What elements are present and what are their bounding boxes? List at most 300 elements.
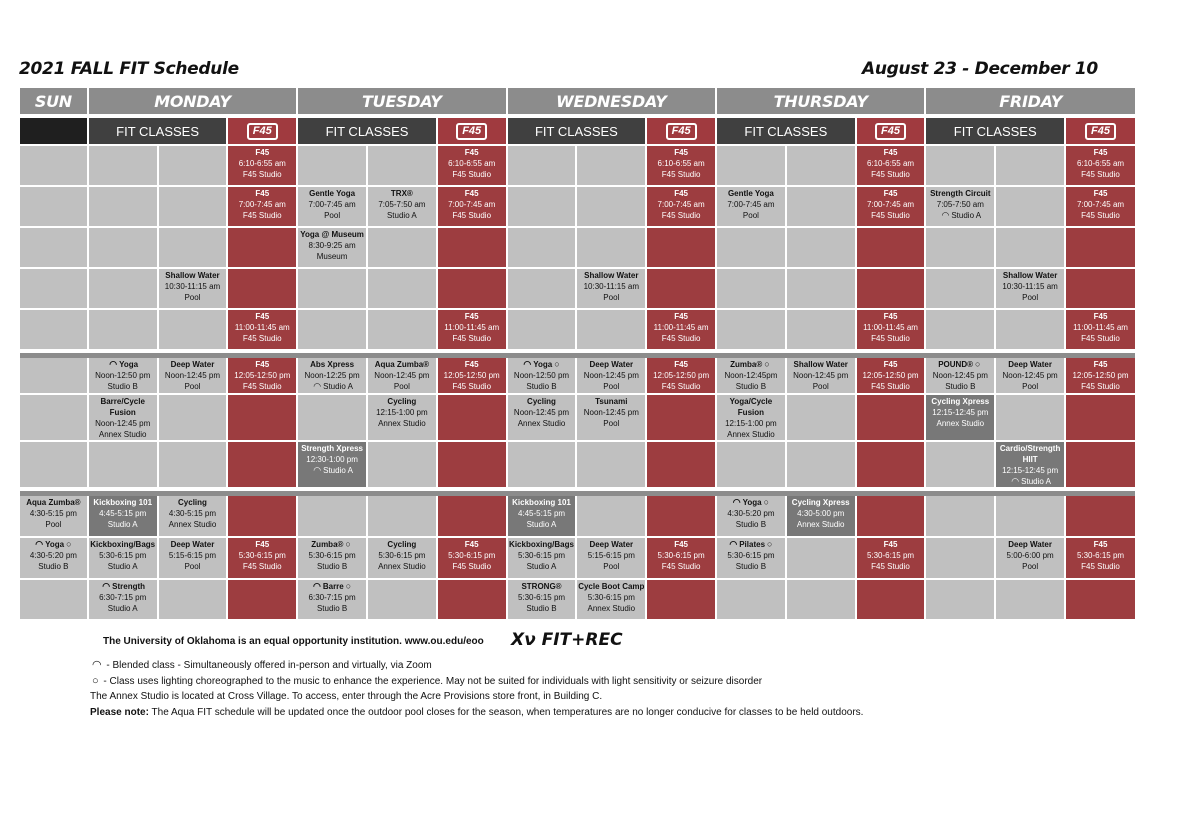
class-time: 12:15-1:00 pm [725, 419, 777, 428]
class-location: Studio B [735, 562, 767, 571]
class-time: 4:30-5:15 pm [29, 509, 77, 518]
class-cell [89, 580, 157, 619]
class-location: Annex Studio [517, 419, 566, 428]
empty-f45-cell [647, 228, 715, 267]
empty-cell [368, 269, 436, 308]
empty-cell [926, 146, 994, 185]
class-time: 12:05-12:50 pm [653, 371, 710, 380]
empty-cell [926, 269, 994, 308]
class-cell [89, 538, 157, 578]
empty-f45-cell [1066, 496, 1135, 536]
class-cell [89, 395, 157, 440]
class-location: F45 Studio [661, 562, 701, 571]
class-name: Abs Xpress [310, 360, 355, 369]
empty-f45-cell [228, 228, 296, 267]
class-name: Gentle Yoga [727, 189, 774, 198]
class-name: Strength Circuit [930, 189, 991, 198]
class-name: TRX® [390, 189, 413, 198]
class-name: Cardio/Strength HIIT [999, 444, 1061, 464]
empty-cell [787, 580, 855, 619]
f45-logo: F45 [875, 123, 906, 140]
class-location: F45 Studio [242, 334, 282, 343]
class-location: Annex Studio [796, 520, 845, 529]
class-cell [717, 187, 785, 226]
class-cell [577, 580, 645, 619]
empty-cell [20, 310, 87, 349]
class-cell [438, 146, 506, 185]
class-location: Pool [393, 382, 410, 391]
class-location: Studio B [107, 382, 138, 391]
empty-cell [20, 187, 87, 226]
class-location: Studio B [316, 604, 348, 613]
schedule-row [20, 580, 1135, 619]
class-location: Studio A [386, 211, 417, 220]
schedule-row [20, 146, 1135, 185]
class-time: Noon-12:45 pm [932, 371, 988, 380]
empty-f45-cell [857, 228, 925, 267]
empty-cell [717, 146, 785, 185]
empty-cell [508, 146, 576, 185]
empty-f45-cell [438, 228, 506, 267]
class-time: Noon-12:45 pm [513, 408, 570, 417]
class-location: Pool [812, 382, 829, 391]
class-cell [717, 358, 785, 393]
empty-cell [787, 269, 855, 308]
class-location: F45 Studio [1081, 562, 1120, 571]
empty-f45-cell [1066, 228, 1135, 267]
class-name: Cycle Boot Camp [578, 582, 645, 591]
class-location: Pool [1022, 293, 1039, 302]
empty-f45-cell [647, 496, 715, 536]
class-name: F45 [464, 360, 479, 369]
empty-f45-cell [647, 442, 715, 487]
class-location: Annex Studio [727, 430, 775, 439]
class-cell [647, 358, 715, 393]
class-time: 6:30-7:15 pm [308, 593, 356, 602]
class-time: 7:00-7:45 am [657, 200, 705, 209]
class-name: Barre/Cycle Fusion [100, 397, 145, 417]
empty-f45-cell [438, 496, 506, 536]
class-name: Kickboxing 101 [512, 498, 571, 507]
wifi-icon: ◠ [1011, 476, 1020, 486]
class-name: Shallow Water [165, 271, 220, 280]
bulb-icon: ○ [345, 539, 351, 549]
thursday-fit-classes-header: FIT CLASSES [717, 118, 855, 144]
class-location: F45 Studio [661, 211, 701, 220]
empty-cell [298, 310, 366, 349]
empty-cell [577, 187, 645, 226]
class-name: Cycling [178, 498, 207, 507]
empty-cell [717, 228, 785, 267]
class-name: F45 [464, 312, 479, 321]
empty-f45-cell [438, 580, 506, 619]
class-time: 7:00-7:45 am [1076, 200, 1125, 209]
class-time: 7:05-7:50 am [378, 200, 426, 209]
day-tuesday: TUESDAY [298, 88, 505, 114]
class-name: Shallow Water [584, 271, 639, 280]
class-time: 6:30-7:15 pm [99, 593, 147, 602]
class-time: 7:05-7:50 am [936, 200, 984, 209]
class-location: F45 Studio [452, 334, 492, 343]
wifi-icon: ◠ [729, 539, 738, 549]
class-time: 6:10-6:55 am [1076, 159, 1125, 168]
class-location: F45 Studio [871, 211, 910, 220]
empty-f45-cell [438, 269, 506, 308]
empty-cell [89, 146, 157, 185]
class-location: Studio B [735, 382, 767, 391]
class-cell [508, 496, 576, 536]
thursday-f45-header [857, 118, 925, 144]
class-location: F45 Studio [452, 211, 492, 220]
bulb-icon: ○ [763, 497, 770, 507]
f45-logo: F45 [247, 123, 278, 140]
class-cell [647, 187, 715, 226]
class-name: STRONG® [521, 582, 562, 591]
empty-cell [926, 228, 994, 267]
class-location: Studio B [526, 604, 557, 613]
class-location: ◠ Studio A [941, 210, 982, 220]
class-name: F45 [1093, 189, 1108, 198]
wifi-icon: ◠ [92, 659, 102, 671]
schedule-row [20, 187, 1135, 226]
note-annex: The Annex Studio is located at Cross Village. To access, enter through the Acre Provisions store front, in Building C. [90, 691, 603, 702]
empty-f45-cell [228, 269, 296, 308]
empty-f45-cell [1066, 395, 1135, 440]
class-location: Studio A [107, 562, 138, 571]
class-cell [89, 358, 157, 393]
class-cell [508, 580, 576, 619]
class-time: 12:05-12:50 pm [443, 371, 500, 380]
friday-fit-classes-header: FIT CLASSES [926, 118, 1064, 144]
class-location: F45 Studio [242, 562, 282, 571]
class-time: 12:30-1:00 pm [306, 455, 358, 464]
class-time: Noon-12:45 pm [374, 371, 430, 380]
empty-cell [996, 228, 1064, 267]
empty-f45-cell [647, 269, 715, 308]
class-location: Studio B [945, 382, 976, 391]
class-location: Pool [1022, 382, 1039, 391]
class-name: F45 [1093, 312, 1108, 321]
class-time: Noon-12:45 pm [1002, 371, 1058, 380]
day-sun: SUN [20, 88, 87, 114]
tuesday-fit-classes-header: FIT CLASSES [298, 118, 436, 144]
class-time: 5:15-6:15 pm [587, 551, 635, 560]
class-time: Noon-12:45 pm [793, 371, 849, 380]
empty-cell [926, 538, 994, 578]
class-cell [647, 538, 715, 578]
class-time: 5:30-6:15 pm [448, 551, 496, 560]
empty-f45-cell [857, 496, 925, 536]
class-location: F45 Studio [871, 170, 910, 179]
class-location: ◠ Studio A [313, 465, 353, 475]
monday-fit-classes-header: FIT CLASSES [89, 118, 227, 144]
class-name: F45 [883, 189, 898, 198]
empty-f45-cell [857, 269, 925, 308]
class-name: ◠ Strength [102, 581, 146, 591]
class-name: Kickboxing/Bags [90, 540, 156, 549]
empty-cell [996, 580, 1064, 619]
class-time: 10:30-11:15 am [1002, 282, 1058, 291]
class-cell [577, 269, 645, 308]
empty-cell [508, 310, 576, 349]
class-cell [368, 538, 436, 578]
class-cell [159, 269, 227, 308]
empty-cell [159, 187, 227, 226]
class-cell [926, 358, 994, 393]
class-time: 5:30-6:15 pm [99, 551, 147, 560]
class-location: Studio B [38, 562, 69, 571]
class-name: F45 [883, 540, 898, 549]
empty-cell [20, 395, 87, 440]
class-name: Deep Water [589, 360, 634, 369]
class-name: F45 [1093, 540, 1108, 549]
empty-cell [20, 228, 87, 267]
class-cell [996, 358, 1064, 393]
class-cell [228, 538, 296, 578]
class-name: Shallow Water [1002, 271, 1058, 280]
empty-cell [368, 496, 436, 536]
schedule-row [20, 395, 1135, 440]
class-location: Studio A [526, 520, 557, 529]
empty-cell [577, 442, 645, 487]
class-time: Noon-12:45 pm [164, 371, 221, 380]
class-name: F45 [883, 312, 898, 321]
tuesday-f45-header [438, 118, 506, 144]
class-name: Cycling Xpress [931, 397, 990, 406]
class-name: F45 [255, 148, 270, 157]
empty-f45-cell [857, 580, 925, 619]
class-cell [647, 146, 715, 185]
empty-cell [787, 187, 855, 226]
empty-f45-cell [647, 580, 715, 619]
class-cell [368, 187, 436, 226]
class-time: Noon-12:50 pm [95, 371, 151, 380]
class-cell [438, 310, 506, 349]
class-location: Pool [324, 211, 341, 220]
empty-cell [368, 442, 436, 487]
class-name: ◠ Barre ○ [312, 581, 352, 591]
wifi-icon: ◠ [313, 381, 322, 391]
class-name: Cycling Xpress [791, 498, 850, 507]
empty-cell [159, 580, 227, 619]
class-location: F45 Studio [661, 334, 701, 343]
class-name: F45 [1093, 360, 1108, 369]
empty-cell [996, 395, 1064, 440]
empty-cell [787, 228, 855, 267]
class-cell [298, 228, 366, 267]
empty-cell [159, 228, 227, 267]
class-time: 7:00-7:45 am [238, 200, 286, 209]
wifi-icon: ◠ [102, 581, 111, 591]
class-location: Pool [603, 293, 620, 302]
class-name: F45 [1093, 148, 1108, 157]
class-name: ◠ Yoga [109, 359, 139, 369]
class-cell [926, 395, 994, 440]
empty-cell [996, 146, 1064, 185]
class-location: F45 Studio [871, 382, 910, 391]
schedule-row [20, 538, 1135, 578]
wifi-icon: ◠ [941, 210, 950, 220]
class-name: F45 [674, 360, 688, 369]
empty-cell [787, 146, 855, 185]
class-cell [1066, 310, 1135, 349]
class-time: 11:00-11:45 am [234, 323, 290, 332]
footer-notes [90, 658, 863, 720]
class-location: Studio B [526, 382, 557, 391]
empty-cell [577, 146, 645, 185]
empty-cell [298, 395, 366, 440]
class-name: Kickboxing/Bags [509, 540, 574, 549]
empty-cell [89, 187, 157, 226]
empty-f45-cell [1066, 442, 1135, 487]
class-location: F45 Studio [1081, 170, 1120, 179]
class-cell [508, 538, 576, 578]
class-name: Strength Xpress [301, 444, 363, 453]
wifi-icon: ◠ [732, 497, 741, 507]
class-time: 5:00-6:00 pm [1006, 551, 1054, 560]
class-cell [857, 310, 925, 349]
wednesday-fit-classes-header: FIT CLASSES [508, 118, 646, 144]
class-location: Annex Studio [98, 430, 147, 439]
class-time: 11:00-11:45 am [653, 323, 709, 332]
class-time: 5:30-6:15 pm [238, 551, 286, 560]
empty-cell [298, 496, 366, 536]
class-location: Pool [603, 382, 620, 391]
class-location: Pool [603, 562, 620, 571]
wednesday-f45-header [647, 118, 715, 144]
class-time: 10:30-11:15 am [164, 282, 221, 291]
empty-cell [368, 228, 436, 267]
bulb-icon: ○ [975, 359, 981, 369]
class-name: F45 [255, 540, 270, 549]
class-location: F45 Studio [1081, 382, 1120, 391]
class-cell [996, 538, 1064, 578]
class-name: Zumba® ○ [730, 359, 770, 369]
empty-cell [20, 442, 87, 487]
class-cell [1066, 187, 1135, 226]
class-name: Shallow Water [793, 360, 848, 369]
empty-cell [20, 269, 87, 308]
class-location: Studio A [107, 520, 138, 529]
class-name: Deep Water [589, 540, 634, 549]
class-name: F45 [674, 189, 688, 198]
empty-f45-cell [857, 442, 925, 487]
day-friday: FRIDAY [926, 88, 1135, 114]
class-cell [1066, 146, 1135, 185]
class-cell [228, 310, 296, 349]
class-cell [159, 358, 227, 393]
class-time: 11:00-11:45 am [444, 323, 500, 332]
empty-f45-cell [228, 580, 296, 619]
empty-cell [787, 538, 855, 578]
empty-cell [996, 310, 1064, 349]
class-location: F45 Studio [242, 211, 282, 220]
class-location: F45 Studio [242, 170, 282, 179]
empty-cell [996, 187, 1064, 226]
schedule-table [18, 88, 1137, 621]
lightbulb-icon: ○ [92, 674, 99, 687]
class-location: ◠ Studio A [1011, 476, 1051, 486]
schedule-row [20, 358, 1135, 393]
class-location: F45 Studio [1081, 334, 1120, 343]
class-name: ◠ Pilates ○ [729, 539, 773, 549]
class-cell [577, 395, 645, 440]
f45-logo: F45 [1085, 123, 1116, 140]
class-name: Cycling [527, 397, 556, 406]
schedule-row [20, 269, 1135, 308]
friday-f45-header [1066, 118, 1135, 144]
class-time: 5:30-6:15 pm [517, 593, 566, 602]
class-time: 4:30-5:15 pm [168, 509, 217, 518]
class-name: F45 [883, 148, 898, 157]
class-name: Yoga @ Museum [300, 230, 364, 239]
class-cell [1066, 358, 1135, 393]
class-cell [857, 146, 925, 185]
empty-cell [508, 442, 576, 487]
class-time: 4:30-5:20 pm [29, 551, 77, 560]
class-location: F45 Studio [242, 382, 282, 391]
class-location: Annex Studio [936, 419, 985, 428]
class-time: 5:15-6:15 pm [168, 551, 217, 560]
empty-cell [577, 310, 645, 349]
class-time: 12:15-1:00 pm [376, 408, 428, 417]
class-time: 5:30-6:15 pm [308, 551, 356, 560]
empty-cell [926, 442, 994, 487]
empty-cell [926, 580, 994, 619]
schedule-row [20, 496, 1135, 536]
class-cell [228, 358, 296, 393]
class-cell [368, 395, 436, 440]
wifi-icon: ◠ [35, 539, 44, 549]
empty-cell [717, 269, 785, 308]
empty-cell [20, 146, 87, 185]
class-location: ◠ Studio A [313, 381, 353, 391]
class-cell [20, 496, 87, 536]
empty-f45-cell [228, 442, 296, 487]
class-name: Aqua Zumba® [374, 360, 430, 369]
class-cell [508, 358, 576, 393]
class-time: 5:30-6:15 pm [378, 551, 426, 560]
empty-cell [717, 310, 785, 349]
class-name: F45 [883, 360, 898, 369]
class-name: Deep Water [1008, 360, 1052, 369]
f45-logo: F45 [666, 123, 697, 140]
class-cell [298, 538, 366, 578]
empty-cell [159, 146, 227, 185]
class-location: Pool [45, 520, 62, 529]
class-name: F45 [255, 312, 270, 321]
class-cell [926, 187, 994, 226]
class-cell [508, 395, 576, 440]
class-location: Studio A [107, 604, 138, 613]
class-name: Cycling [387, 397, 417, 406]
empty-cell [89, 269, 157, 308]
class-location: F45 Studio [452, 170, 492, 179]
class-cell [298, 442, 366, 487]
empty-f45-cell [1066, 269, 1135, 308]
class-name: F45 [255, 189, 270, 198]
class-cell [368, 358, 436, 393]
class-cell [647, 310, 715, 349]
empty-f45-cell [438, 395, 506, 440]
empty-cell [20, 580, 87, 619]
empty-cell [159, 442, 227, 487]
class-cell [159, 538, 227, 578]
date-range: August 23 - December 10 [862, 59, 1098, 79]
empty-cell [717, 580, 785, 619]
monday-f45-header [228, 118, 296, 144]
class-time: Noon-12:45 pm [583, 371, 639, 380]
